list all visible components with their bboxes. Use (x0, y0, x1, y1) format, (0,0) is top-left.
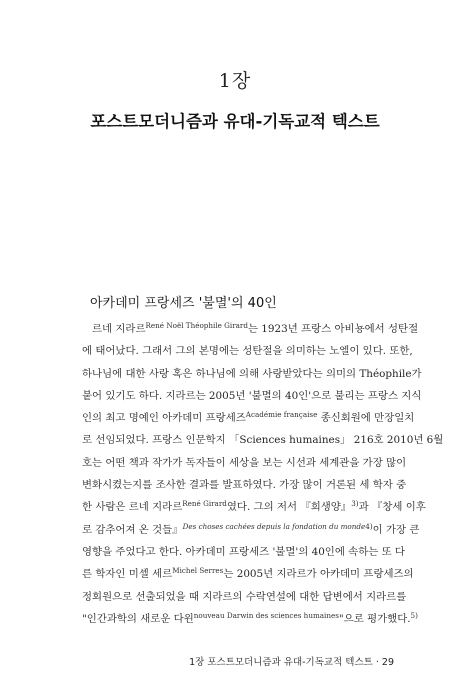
text-line: "인간과학의 새로운 다윈$^{nouveau Darwin des sciences humaines}$"으로 평가했다.$^{5)}$ (82, 610, 418, 625)
text-line: 변화시켰는지를 조사한 결과를 발표하였다. 가장 많이 거론된 세 학자 중 (82, 479, 407, 492)
text-line: 정회원으로 선출되었을 때 지라르의 수락연설에 대한 답변에서 지라르를 (82, 590, 407, 603)
original-name-note: René Girard (182, 499, 227, 509)
text-line: 로 감추어져 온 것들』$^{Des choses cachées depuis la fondation du monde4)}$이 가장 큰 (82, 521, 420, 536)
text-line: 영향을 주었다고 한다. 아카데미 프랑세즈 '불멸'의 40인에 속하는 또 다 (82, 545, 405, 558)
original-phrase-note: nouveau Darwin des sciences humaines (193, 610, 339, 620)
footer-separator: · (375, 657, 379, 668)
footnote-marker[interactable]: 3) (351, 499, 359, 509)
text-line: 붙어 있기도 하다. 지라르는 2005년 '불멸의 40인'으로 불리는 프랑스 지식 (82, 389, 422, 402)
text-line: 로 선임되었다. 프랑스 인문학지 「Sciences humaines」 216호 2010년 6월 (82, 434, 444, 447)
section-heading: 아카데미 프랑세즈 '불멸'의 40인 (90, 296, 277, 311)
text-line: 르네 지라르$^{René Noël Théophile Girard}$는 1923년 프랑스 아비뇽에서 성탄절 (92, 321, 419, 335)
original-name-note: Michel Serres (172, 566, 224, 576)
running-head: 1장 포스트모더니즘과 유대-기독교적 텍스트 (189, 657, 373, 668)
text-line: 한 사람은 르네 지라르$^{René Girard}$였다. 그의 저서 『희생양』$^{3)}$과 『창세 이후 (82, 499, 426, 514)
footnote-marker[interactable]: 5) (410, 610, 418, 620)
body-paragraph (82, 318, 444, 630)
text-line: 인의 최고 명예인 아카데미 프랑세즈$^{Académie française}$ 종신회원에 만장일치 (82, 410, 415, 425)
text-line: 호는 어떤 책과 작가가 독자들이 세상을 보는 시선과 세계관을 가장 많이 (82, 456, 407, 469)
chapter-title: 포스트모더니즘과 유대-기독교적 텍스트 (90, 112, 380, 131)
text-line: 에 태어났다. 그래서 그의 본명에는 성탄절을 의미하는 노엘이 있다. 또한, (82, 345, 413, 358)
original-name-note: René Noël Théophile Girard (145, 321, 248, 330)
footnote-marker[interactable]: 4) (365, 521, 373, 531)
original-title-note: Des choses cachées depuis la fondation du monde (182, 521, 366, 531)
text-line: 른 학자인 미셸 세르$^{Michel Serres}$는 2005년 지라르가 아카데미 프랑세즈의 (82, 566, 414, 581)
original-name-note: Académie française (245, 410, 318, 420)
chapter-number: 1장 (218, 70, 252, 92)
page-number: 29 (381, 657, 394, 668)
page-footer (189, 654, 394, 668)
text-line: 하나님에 대한 사랑 혹은 하나님에 의해 사랑받았다는 의미의 Théophile가 (82, 367, 422, 380)
